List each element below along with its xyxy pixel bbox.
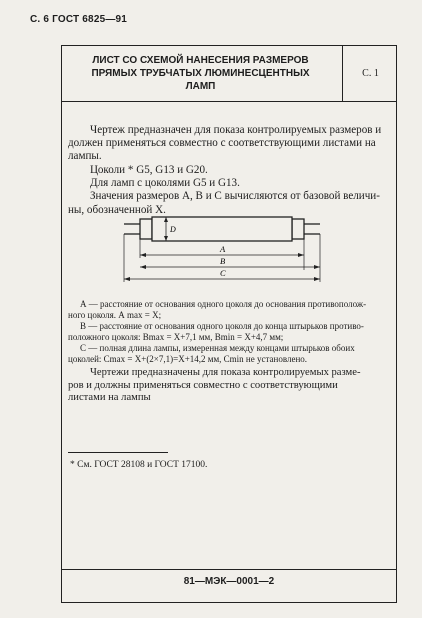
dim-b-arrow-right xyxy=(314,265,320,269)
dim-label-b: B xyxy=(220,256,226,266)
diameter-label: D xyxy=(170,225,176,234)
page-header: С. 6 ГОСТ 6825—91 xyxy=(30,14,128,25)
title-block xyxy=(62,46,396,102)
note-line: положного цоколя: Bmax = X+7,1 мм, Bmin = X+4,7 мм; xyxy=(68,332,284,342)
title-line: ЛАМП xyxy=(185,81,216,92)
text-line: должен применяться совместно с соответствующими листами на xyxy=(68,137,376,150)
lamp-dimension-diagram xyxy=(120,212,330,292)
title-line: ПРЯМЫХ ТРУБЧАТЫХ ЛЮМИНЕСЦЕНТНЫХ xyxy=(91,68,310,79)
text-line: Цоколи * G5, G13 и G20. xyxy=(90,164,208,176)
text-line: Значения размеров А, В и С вычисляются от базовой величи- xyxy=(90,190,380,203)
left-cap xyxy=(140,219,152,239)
dim-label-c: C xyxy=(220,268,226,278)
note-line: А — расстояние от основания одного цоколя до основания противополож- xyxy=(80,299,367,309)
right-cap xyxy=(292,219,304,239)
intro-paragraph xyxy=(68,124,390,164)
text-line: Чертеж предназначен для показа контролируемых размеров и xyxy=(90,124,382,136)
dim-c-arrow-left xyxy=(124,277,130,281)
bottom-rule xyxy=(61,569,397,570)
dim-a-arrow-left xyxy=(140,253,146,257)
text-line: Для ламп с цоколями G5 и G13. xyxy=(90,177,240,190)
note-line: В — расстояние от основания одного цоколя до конца штырьков противо- xyxy=(80,321,364,331)
text-line: лампы. xyxy=(68,150,102,163)
footnote-rule xyxy=(68,452,168,453)
text-line: ров и должны применяться совместно с соответствующими xyxy=(68,379,338,391)
document-code: 81—МЭК—0001—2 xyxy=(183,576,275,587)
dim-a-arrow-right xyxy=(298,253,304,257)
text-line: листами на лампы xyxy=(68,392,151,403)
footnote: * См. ГОСТ 28108 и ГОСТ 17100. xyxy=(70,460,208,470)
title-line: ЛИСТ СО СХЕМОЙ НАНЕСЕНИЯ РАЗМЕРОВ xyxy=(92,55,309,66)
caps-paragraph xyxy=(68,164,390,217)
sheet-title xyxy=(68,54,333,93)
dim-b-arrow-left xyxy=(140,265,146,269)
closing-paragraph xyxy=(68,367,390,405)
dimension-notes xyxy=(68,299,390,365)
dim-c-arrow-right xyxy=(314,277,320,281)
note-line: ного цоколя. А max = X; xyxy=(68,310,162,320)
text-line: Чертежи предназначены для показа контролируемых разме- xyxy=(90,367,361,378)
text-line: ны, обозначенной X. xyxy=(68,203,166,216)
sheet-number: С. 1 xyxy=(362,68,379,79)
note-line: цоколей: Cmax = X+(2×7,1)=X+14,2 мм, Cmin не установлено. xyxy=(68,354,308,364)
dim-label-a: A xyxy=(220,244,226,254)
note-line: С — полная длина лампы, измеренная между концами штырьков обоих xyxy=(80,343,355,353)
